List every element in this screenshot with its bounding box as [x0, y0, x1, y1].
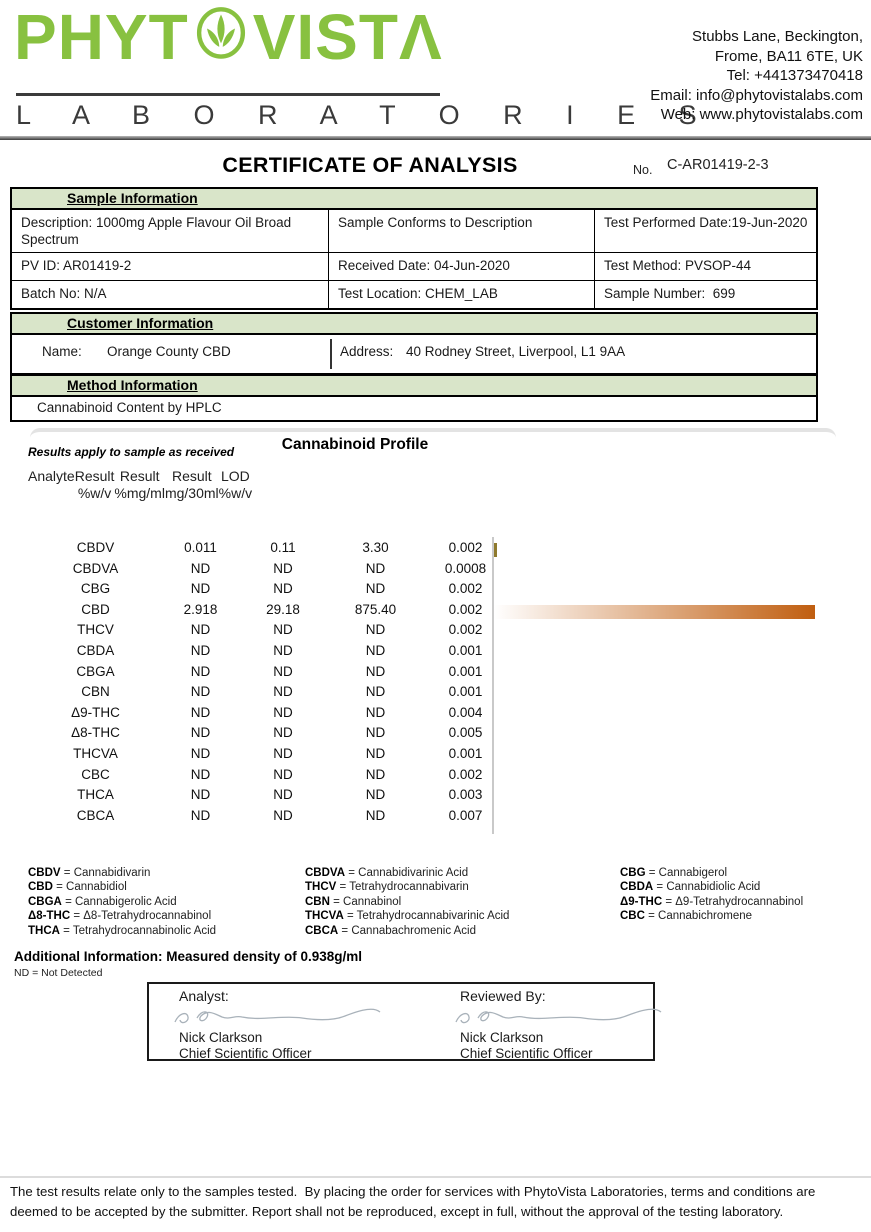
sample-information-table — [12, 210, 816, 308]
lod-cell: 0.002 — [448, 601, 483, 617]
legend-item: CBN = Cannabinol — [305, 895, 402, 908]
result-mgml-cell: ND — [273, 766, 293, 782]
result-wv-cell: ND — [190, 725, 211, 741]
logo-divider — [16, 93, 440, 96]
lod-cell: 0.0008 — [444, 560, 487, 576]
results-note: Results apply to sample as received — [28, 445, 235, 459]
table-row — [28, 705, 508, 726]
result-mgml-cell: ND — [273, 787, 293, 803]
logo-text-a: Λ — [398, 1, 443, 73]
table-cell: PV ID: AR01419-2 — [21, 258, 132, 273]
result-mgml-cell: ND — [273, 663, 293, 679]
legend-item: CBD = Cannabidiol — [28, 881, 127, 894]
customer-information-content — [12, 335, 816, 373]
abbreviation-legend-col1 — [28, 866, 216, 938]
result-mgml-cell: ND — [273, 704, 293, 720]
table-row — [28, 622, 508, 643]
lod-cell: 0.001 — [448, 745, 483, 761]
result-mgml-cell: ND — [273, 622, 293, 638]
analyst-title: Chief Scientific Officer — [179, 1046, 312, 1061]
column-header: LOD %w/v — [218, 468, 253, 501]
contact-address-line1: Stubbs Lane, Beckington, — [692, 28, 863, 45]
signature-box — [147, 982, 655, 1061]
analyte-cell: CBN — [81, 684, 110, 700]
table-row — [12, 252, 816, 280]
analyte-cell: CBC — [81, 766, 110, 782]
result-wv-cell: ND — [190, 807, 211, 823]
table-cell: Test Location: CHEM_LAB — [328, 281, 594, 308]
chart-bars-area — [494, 540, 824, 836]
legend-item: CBCA = Cannabachromenic Acid — [305, 924, 477, 937]
cannabinoid-profile-title: Cannabinoid Profile — [281, 436, 429, 453]
lod-cell: 0.001 — [448, 684, 483, 700]
result-mgml-cell: 0.11 — [270, 540, 296, 555]
table-row — [28, 643, 508, 664]
result-mg30-cell: ND — [365, 807, 386, 823]
legend-item: CBC = Cannabichromene — [620, 910, 753, 923]
bar-CBDV — [494, 543, 497, 557]
contact-email: Email: info@phytovistalabs.com — [650, 86, 863, 104]
method-information-box — [10, 374, 818, 422]
analyte-cell: CBCA — [76, 807, 115, 823]
lod-cell: 0.007 — [448, 807, 483, 823]
result-mg30-cell: ND — [365, 560, 386, 576]
result-mgml-cell: ND — [273, 684, 293, 700]
analyte-cell: CBDVA — [72, 560, 119, 576]
result-mg30-cell: ND — [365, 725, 386, 741]
phytovista-logo — [14, 1, 443, 73]
legend-item: CBDVA = Cannabidivarinic Acid — [305, 867, 469, 879]
lod-cell: 0.001 — [448, 663, 483, 679]
contact-tel: Tel: +441373470418 — [726, 67, 863, 84]
contact-web: Web: www.phytovistalabs.com — [660, 106, 863, 123]
reviewer-title: Chief Scientific Officer — [460, 1046, 593, 1061]
result-mg30-cell: ND — [365, 663, 386, 679]
table-cell: Batch No: N/A — [21, 286, 107, 301]
legend-item: Δ8-THC = Δ8-Tetrahydrocannabinol — [28, 910, 212, 923]
table-row — [28, 581, 508, 602]
table-row — [28, 540, 508, 561]
table-row — [12, 280, 816, 308]
result-wv-cell: ND — [190, 581, 211, 597]
analyte-cell: CBD — [81, 601, 110, 617]
lod-cell: 0.003 — [448, 787, 483, 803]
table-cell: Sample Number: 699 — [594, 281, 816, 308]
result-wv-cell: ND — [190, 766, 211, 782]
lod-cell: 0.002 — [448, 540, 483, 555]
customer-address-value: 40 Rodney Street, Liverpool, L1 9AA — [406, 344, 626, 359]
abbreviation-legend-col3 — [620, 866, 803, 924]
result-mg30-cell: ND — [365, 642, 386, 658]
customer-information-header: Customer Information — [12, 314, 816, 335]
result-mg30-cell: ND — [365, 581, 386, 597]
legend-item: THCA = Tetrahydrocannabinolic Acid — [28, 924, 217, 937]
certificate-number: C-AR01419-2-3 — [667, 157, 769, 173]
result-mgml-cell: ND — [273, 725, 293, 741]
analyte-cell: Δ9-THC — [71, 704, 120, 720]
lod-cell: 0.002 — [448, 766, 483, 782]
logo-text-vist: VIST — [252, 1, 399, 73]
reviewed-by-label: Reviewed By: — [460, 988, 546, 1004]
header-divider-rule — [0, 136, 871, 140]
table-row — [28, 746, 508, 767]
analyte-cell: THCVA — [73, 745, 118, 761]
result-mg30-cell: ND — [365, 787, 386, 803]
result-mg30-cell: ND — [365, 684, 386, 700]
column-header: Result %w/v — [74, 468, 115, 501]
customer-name-label: Name: — [42, 344, 82, 359]
table-row — [28, 808, 508, 829]
column-header: Result %mg/ml — [114, 468, 165, 501]
result-mgml-cell: 29.18 — [266, 601, 300, 617]
result-mg30-cell: ND — [365, 745, 386, 761]
result-mg30-cell: ND — [365, 766, 386, 782]
table-row — [28, 684, 508, 705]
table-row — [28, 664, 508, 685]
analyte-cell: CBG — [80, 581, 111, 597]
method-value: Cannabinoid Content by HPLC — [37, 400, 222, 415]
table-cell: Received Date: 04-Jun-2020 — [328, 253, 594, 280]
result-wv-cell: ND — [190, 622, 211, 638]
footer-divider — [0, 1176, 871, 1178]
analyst-name: Nick Clarkson — [179, 1030, 263, 1045]
analyte-cell: CBGA — [76, 663, 115, 679]
table-row — [28, 767, 508, 788]
analyst-label: Analyst: — [179, 988, 229, 1004]
table-row — [28, 561, 508, 582]
reviewer-name: Nick Clarkson — [460, 1030, 544, 1045]
table-cell: Description: 1000mg Apple Flavour Oil Broad Spectrum — [21, 215, 295, 247]
result-wv-cell: 2.918 — [183, 601, 218, 617]
legend-item: Δ9-THC = Δ9-Tetrahydrocannabinol — [620, 895, 804, 908]
result-mgml-cell: ND — [273, 642, 293, 658]
analyte-cell: THCV — [77, 622, 114, 638]
legend-item: CBDV = Cannabidivarin — [28, 867, 151, 879]
logo-laboratories-text: L A B O R A T O R I E S — [16, 100, 715, 130]
customer-name-value: Orange County CBD — [107, 344, 231, 359]
lod-cell: 0.002 — [448, 581, 483, 597]
table-row — [28, 725, 508, 746]
customer-address-label: Address: — [340, 344, 394, 359]
result-wv-cell: 0.011 — [184, 540, 217, 555]
column-header: Analyte — [28, 468, 75, 484]
abbreviation-legend-col2 — [305, 866, 509, 938]
lod-cell: 0.004 — [448, 704, 483, 720]
nd-definition: ND = Not Detected — [14, 967, 103, 979]
legend-item: CBG = Cannabigerol — [620, 867, 728, 879]
vertical-divider — [330, 339, 332, 369]
lod-cell: 0.005 — [448, 725, 483, 741]
result-wv-cell: ND — [190, 787, 211, 803]
result-mg30-cell: 3.30 — [362, 540, 389, 555]
table-cell: Sample Conforms to Description — [328, 210, 594, 252]
result-wv-cell: ND — [190, 642, 211, 658]
analyte-cell: CBDV — [76, 540, 115, 555]
result-mg30-cell: ND — [365, 704, 386, 720]
table-cell: Test Method: PVSOP-44 — [594, 253, 816, 280]
customer-information-box — [10, 312, 818, 375]
result-wv-cell: ND — [190, 663, 211, 679]
result-mgml-cell: ND — [273, 807, 293, 823]
lod-cell: 0.001 — [448, 642, 483, 658]
lab-contact-block — [650, 27, 863, 125]
result-mgml-cell: ND — [273, 745, 293, 761]
column-header: Result mg/30ml — [164, 468, 219, 501]
page-title: CERTIFICATE OF ANALYSIS — [222, 153, 518, 177]
result-wv-cell: ND — [190, 704, 211, 720]
sample-information-header: Sample Information — [12, 189, 816, 210]
method-information-header: Method Information — [12, 376, 816, 397]
result-wv-cell: ND — [190, 684, 211, 700]
analyte-cell: Δ8-THC — [71, 725, 120, 741]
sample-information-box — [10, 187, 818, 310]
lod-cell: 0.002 — [448, 622, 483, 638]
result-mgml-cell: ND — [273, 560, 293, 576]
profile-table-headers — [28, 468, 252, 502]
result-mg30-cell: 875.40 — [354, 601, 397, 617]
certificate-no-label: No. — [633, 163, 653, 177]
profile-table-body — [28, 540, 508, 828]
table-row — [28, 602, 508, 623]
result-wv-cell: ND — [190, 745, 211, 761]
footer-disclaimer: The test results relate only to the samples tested. By placing the order for services with PhytoVista Laboratories, terms and conditions are deemed to be accepted by the submitter. Report shall not be reproduced, except in full, without the approval of the testing laboratory. — [10, 1184, 819, 1219]
table-row — [12, 210, 816, 252]
table-row — [28, 787, 508, 808]
table-cell: Test Performed Date:19-Jun-2020 — [594, 210, 816, 252]
result-wv-cell: ND — [190, 560, 211, 576]
legend-item: THCV = Tetrahydrocannabivarin — [305, 881, 469, 894]
logo-text-phyt: PHYT — [14, 1, 189, 73]
legend-item: CBGA = Cannabigerolic Acid — [28, 895, 177, 908]
result-mgml-cell: ND — [273, 581, 293, 597]
contact-address-line2: Frome, BA11 6TE, UK — [714, 47, 863, 65]
result-mg30-cell: ND — [365, 622, 386, 638]
leaf-circle-icon — [193, 4, 249, 70]
legend-item: CBDA = Cannabidiolic Acid — [620, 881, 761, 894]
bar-CBD — [494, 605, 815, 619]
analyte-cell: THCA — [77, 787, 114, 803]
additional-information: Additional Information: Measured density of 0.938g/ml — [14, 949, 363, 964]
analyte-cell: CBDA — [76, 642, 115, 658]
legend-item: THCVA = Tetrahydrocannabivarinic Acid — [305, 910, 510, 923]
